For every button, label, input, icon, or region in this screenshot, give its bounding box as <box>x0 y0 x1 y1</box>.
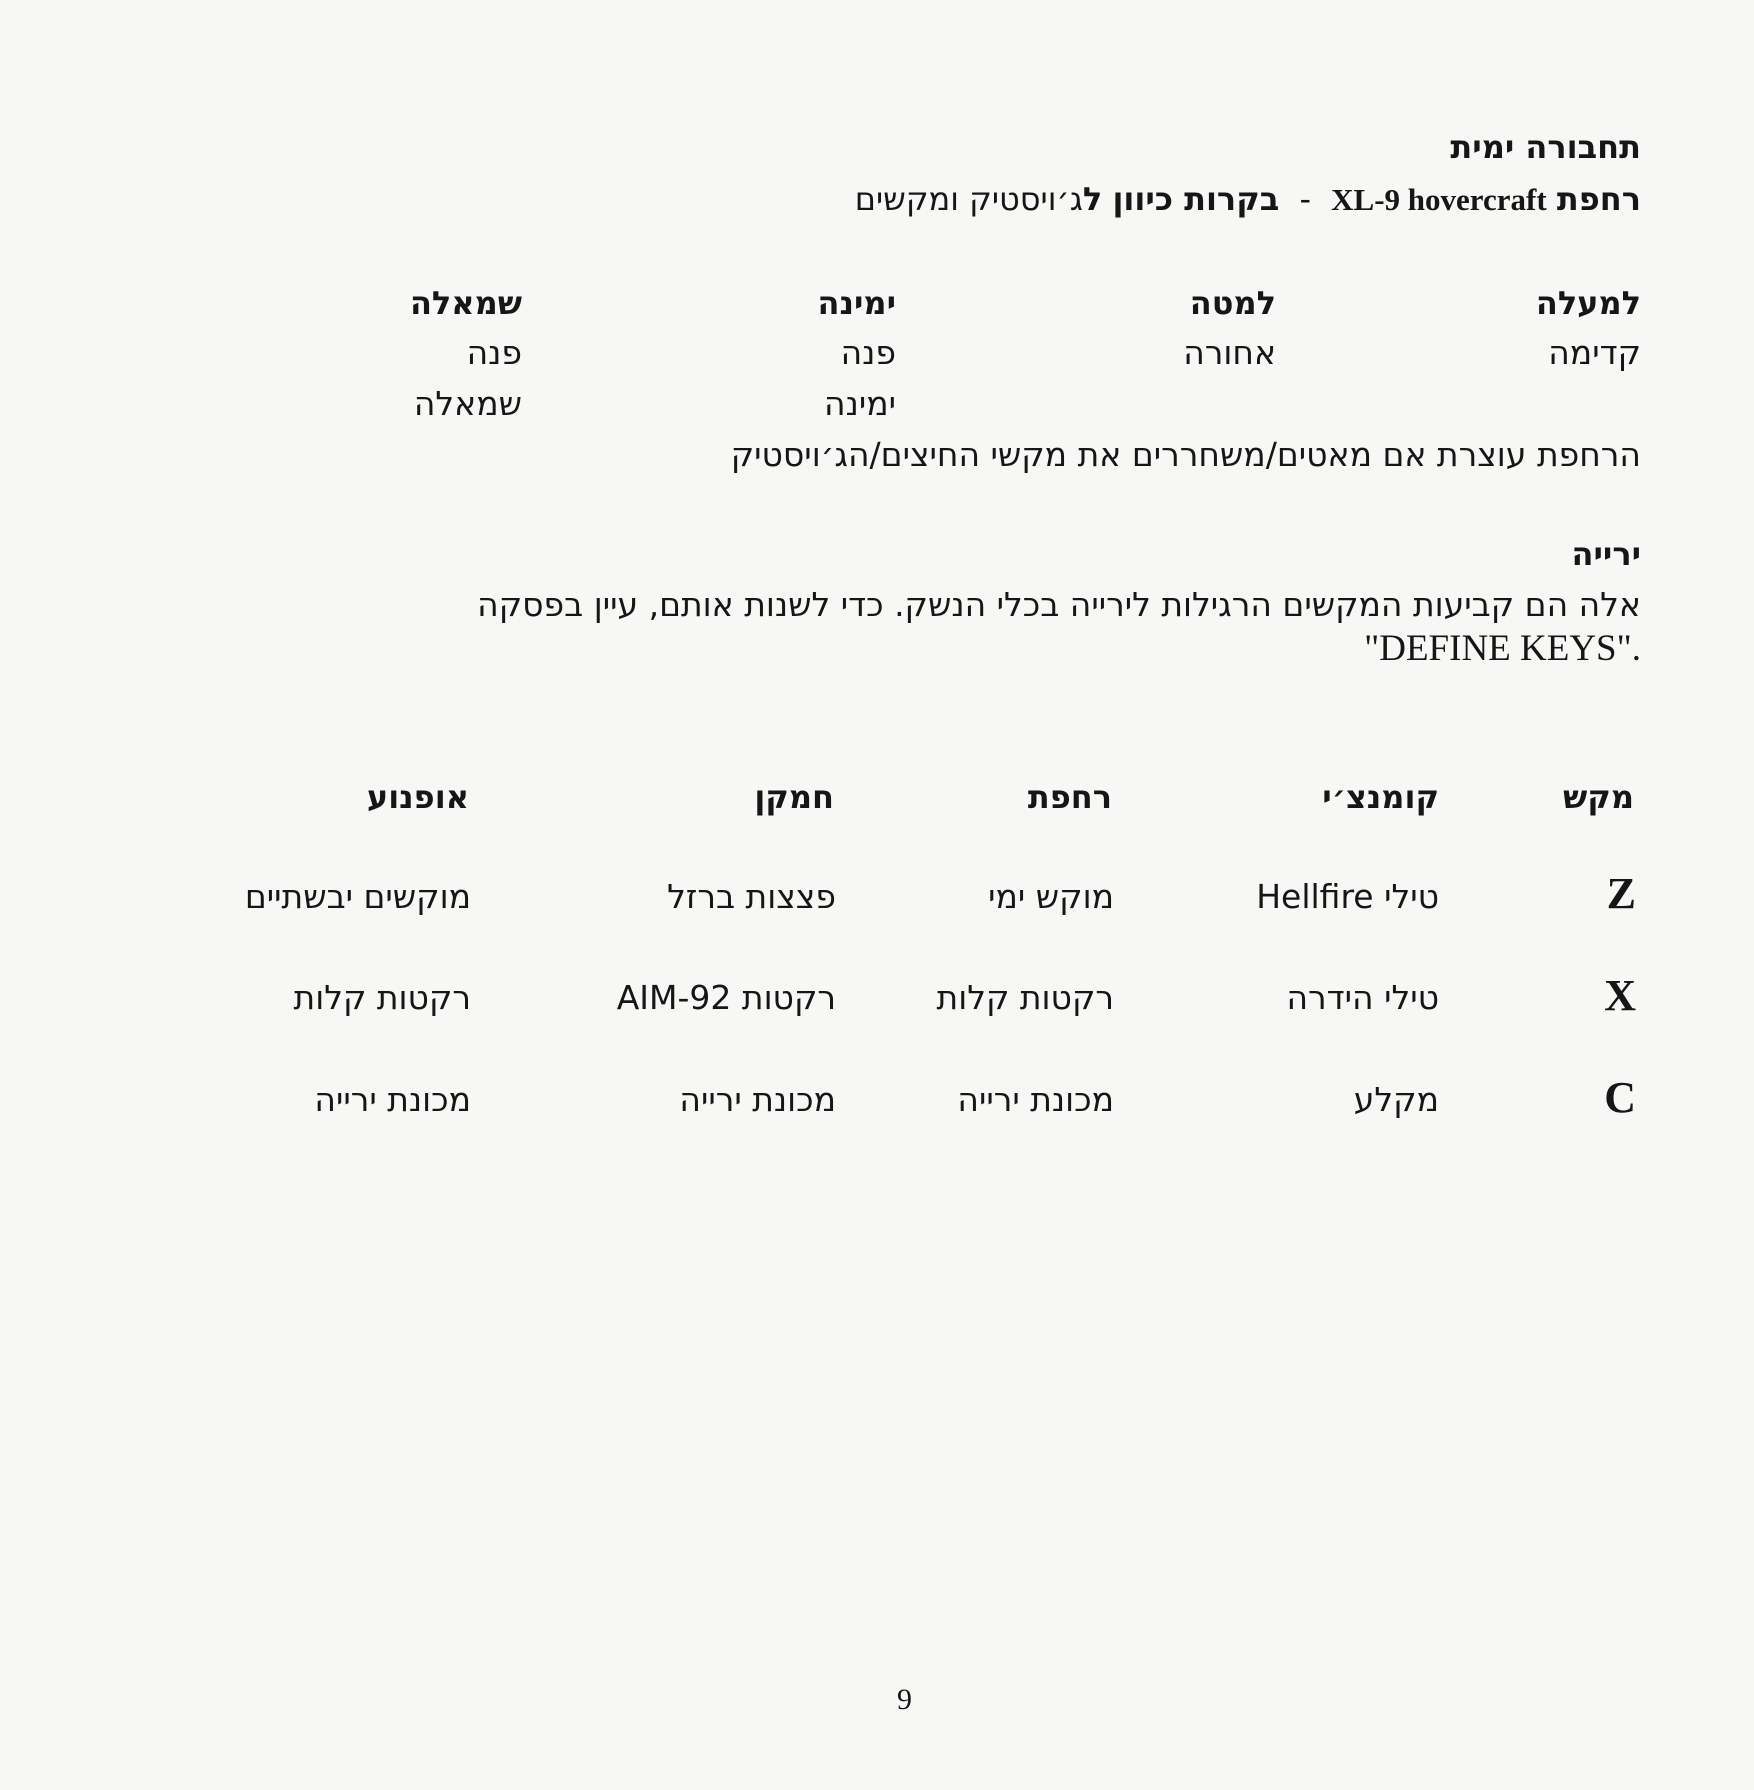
weapons-header-key: מקש <box>1563 778 1634 816</box>
dir-value-left: פנה <box>466 333 522 372</box>
table-cell-hovercraft: רקטות קלות <box>936 978 1114 1017</box>
key-c: C <box>1604 1073 1636 1122</box>
page-number: 9 <box>897 1683 912 1716</box>
subtitle-hovercraft-word: רחפת <box>1556 180 1641 218</box>
subtitle-dash: - <box>1299 180 1311 218</box>
table-cell-text: טילי Hellfire <box>1256 877 1439 916</box>
subtitle-prefix: ל <box>1082 180 1103 218</box>
dir-header-up: למעלה <box>1535 284 1641 322</box>
weapons-header-hovercraft: רחפת <box>1027 778 1112 816</box>
subtitle-tail: ג׳ויסטיק ומקשים <box>854 180 1083 218</box>
table-cell-hovercraft: מוקש ימי <box>988 877 1114 916</box>
table-cell-motorcycle: רקטות קלות <box>293 978 471 1017</box>
table-cell-motorcycle: מוקשים יבשתיים <box>244 877 471 916</box>
firing-text: אלה הם קביעות המקשים הרגילות לירייה בכלי הנשק. כדי לשנות אותם, עיין בפסקה <box>477 585 1641 624</box>
key-z: Z <box>1606 869 1636 918</box>
subtitle-line <box>855 180 1641 218</box>
weapons-header-stealth: חמקן <box>754 778 834 816</box>
section-title: תחבורה ימית <box>1450 128 1641 166</box>
table-cell-motorcycle: מכונת ירייה <box>314 1080 471 1119</box>
define-keys-reference: "DEFINE KEYS". <box>1364 628 1641 669</box>
table-cell-hovercraft: מכונת ירייה <box>957 1080 1114 1119</box>
table-cell-stealth: רקטות AIM-92 <box>616 978 836 1017</box>
firing-title: ירייה <box>1571 535 1641 573</box>
table-cell-comanche: מקלע <box>1353 1080 1439 1119</box>
dir-header-right: ימינה <box>817 284 896 322</box>
key-x: X <box>1604 971 1636 1020</box>
subtitle-model: XL-9 hovercraft <box>1331 182 1547 217</box>
dir-header-left: שמאלה <box>409 284 522 322</box>
dir-value-down: אחורה <box>1183 333 1276 372</box>
table-cell-comanche: טילי הידרה <box>1286 978 1439 1017</box>
subtitle-controls: בקרות כיוון <box>1112 180 1280 218</box>
dir-value-right-2: ימינה <box>824 384 896 423</box>
dir-value-left-2: שמאלה <box>413 384 522 423</box>
dir-value-right: פנה <box>840 333 896 372</box>
table-cell-stealth: מכונת ירייה <box>679 1080 836 1119</box>
hovercraft-stop-note: הרחפת עוצרת אם מאטים/משחררים את מקשי החיצים/הג׳ויסטיק <box>730 435 1641 474</box>
table-cell-stealth: פצצות ברזל <box>667 877 836 916</box>
dir-value-up: קדימה <box>1548 333 1641 372</box>
weapons-header-comanche: קומנצ׳י <box>1322 778 1439 816</box>
dir-header-down: למטה <box>1189 284 1276 322</box>
table-cell-comanche <box>1256 877 1439 916</box>
weapons-header-motorcycle: אופנוע <box>366 778 469 816</box>
